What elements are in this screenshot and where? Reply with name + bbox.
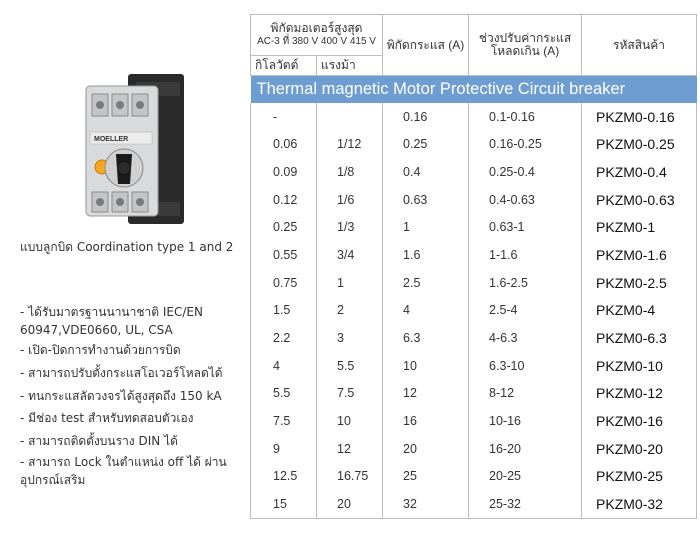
table-row: [251, 435, 697, 463]
hp-cell: 20: [317, 490, 383, 518]
range-cell: 1.6-2.5: [469, 269, 582, 297]
table-row: [251, 186, 697, 214]
category-banner-row: [251, 76, 697, 103]
product-description: แบบลูกบิด Coordination type 1 and 2: [20, 240, 234, 254]
current-cell: 4: [383, 296, 469, 324]
kw-cell: 0.06: [251, 130, 317, 158]
code-cell: PKZM0-4: [582, 296, 697, 324]
range-cell: 10-16: [469, 407, 582, 435]
feature-item: - สามารถติดตั้งบนราง DIN ได้: [20, 434, 178, 449]
code-cell: PKZM0-0.25: [582, 130, 697, 158]
kw-cell: 2.2: [251, 324, 317, 352]
code-cell: PKZM0-1: [582, 213, 697, 241]
current-cell: 1.6: [383, 241, 469, 269]
feature-item: - เปิด-ปิดการทำงานด้วยการบิด: [20, 343, 181, 357]
hp-cell: 7.5: [317, 379, 383, 407]
hp-cell: 12: [317, 435, 383, 463]
hp-cell: 1: [317, 269, 383, 297]
table-row: [251, 324, 697, 352]
code-cell: PKZM0-12: [582, 379, 697, 407]
range-cell: 0.1-0.16: [469, 103, 582, 131]
table-row: [251, 241, 697, 269]
kw-cell: 0.55: [251, 241, 317, 269]
kw-cell: 15: [251, 490, 317, 518]
range-cell: 6.3-10: [469, 352, 582, 380]
motor-rating-subtitle: AC-3 ที่ 380 V 400 V 415 V: [257, 36, 376, 47]
spec-rows: [251, 103, 697, 519]
kw-cell: 0.75: [251, 269, 317, 297]
category-banner: Thermal magnetic Motor Protective Circuit breaker: [251, 76, 697, 103]
feature-item: - มีช่อง test สำหรับทดสอบตัวเอง: [20, 411, 194, 426]
current-cell: 10: [383, 352, 469, 380]
hp-cell: 1/3: [317, 213, 383, 241]
current-cell: 2.5: [383, 269, 469, 297]
table-row: [251, 463, 697, 491]
current-cell: 32: [383, 490, 469, 518]
current-cell: 16: [383, 407, 469, 435]
table-row: [251, 296, 697, 324]
motor-rating-title: พิกัดมอเตอร์สูงสุด: [270, 21, 363, 35]
kw-cell: 0.09: [251, 158, 317, 186]
range-cell: 0.25-0.4: [469, 158, 582, 186]
feature-item: - สามารถ Lock ในตำแหน่ง off ได้ ผ่านอุปกรณ์เสริม: [20, 454, 227, 487]
current-cell: 1: [383, 213, 469, 241]
range-cell: 20-25: [469, 463, 582, 491]
kw-cell: 7.5: [251, 407, 317, 435]
product-image: [58, 72, 188, 230]
table-row: [251, 103, 697, 131]
feature-list: [20, 303, 245, 489]
feature-item: - ได้รับมาตรฐานนานาชาติ IEC/EN 60947,VDE0660, UL, CSA: [20, 305, 203, 337]
current-cell: 6.3: [383, 324, 469, 352]
table-row: [251, 158, 697, 186]
current-cell: 25: [383, 463, 469, 491]
range-cell: 1-1.6: [469, 241, 582, 269]
table-row: [251, 490, 697, 518]
range-cell: 2.5-4: [469, 296, 582, 324]
brand-label: MOELLER: [94, 136, 129, 143]
range-cell: 0.63-1: [469, 213, 582, 241]
kw-cell: 1.5: [251, 296, 317, 324]
hp-cell: 10: [317, 407, 383, 435]
hp-cell: 3: [317, 324, 383, 352]
range-cell: 8-12: [469, 379, 582, 407]
hp-cell: 1/8: [317, 158, 383, 186]
kw-header: กิโลวัตต์: [251, 56, 317, 76]
kw-cell: 4: [251, 352, 317, 380]
kw-cell: 12.5: [251, 463, 317, 491]
kw-cell: 5.5: [251, 379, 317, 407]
hp-cell: 1/6: [317, 186, 383, 214]
table-row: [251, 213, 697, 241]
code-cell: PKZM0-16: [582, 407, 697, 435]
code-cell: PKZM0-6.3: [582, 324, 697, 352]
kw-cell: 0.25: [251, 213, 317, 241]
current-cell: 0.63: [383, 186, 469, 214]
kw-cell: 9: [251, 435, 317, 463]
current-rating-header: พิกัดกระแส (A): [383, 15, 469, 76]
hp-cell: 3/4: [317, 241, 383, 269]
code-cell: PKZM0-20: [582, 435, 697, 463]
table-row: [251, 130, 697, 158]
motor-rating-header: [251, 15, 383, 56]
hp-cell: 2: [317, 296, 383, 324]
code-cell: PKZM0-0.4: [582, 158, 697, 186]
code-cell: PKZM0-32: [582, 490, 697, 518]
kw-cell: -: [251, 103, 317, 131]
current-cell: 0.16: [383, 103, 469, 131]
range-cell: 4-6.3: [469, 324, 582, 352]
code-cell: PKZM0-0.63: [582, 186, 697, 214]
table-row: [251, 379, 697, 407]
current-cell: 20: [383, 435, 469, 463]
range-cell: 0.4-0.63: [469, 186, 582, 214]
table-row: [251, 269, 697, 297]
hp-cell: [317, 103, 383, 131]
code-cell: PKZM0-10: [582, 352, 697, 380]
hp-cell: 16.75: [317, 463, 383, 491]
current-cell: 0.25: [383, 130, 469, 158]
range-cell: 25-32: [469, 490, 582, 518]
hp-header: แรงม้า: [317, 56, 383, 76]
kw-cell: 0.12: [251, 186, 317, 214]
code-cell: PKZM0-1.6: [582, 241, 697, 269]
code-cell: PKZM0-0.16: [582, 103, 697, 131]
range-cell: 0.16-0.25: [469, 130, 582, 158]
current-cell: 12: [383, 379, 469, 407]
feature-item: - สามารถปรับตั้งกระแสโอเวอร์โหลดได้: [20, 365, 223, 380]
motor-breaker-illustration: [58, 72, 188, 230]
spec-table: [250, 14, 697, 519]
table-row: [251, 352, 697, 380]
current-cell: 0.4: [383, 158, 469, 186]
hp-cell: 1/12: [317, 130, 383, 158]
product-code-header: รหัสสินค้า: [582, 15, 697, 76]
range-cell: 16-20: [469, 435, 582, 463]
code-cell: PKZM0-25: [582, 463, 697, 491]
overload-range-header: ช่วงปรับค่ากระแส โหลดเกิน (A): [469, 15, 582, 76]
table-row: [251, 407, 697, 435]
hp-cell: 5.5: [317, 352, 383, 380]
code-cell: PKZM0-2.5: [582, 269, 697, 297]
feature-item: - ทนกระแสลัดวงจรได้สูงสุดถึง 150 kA: [20, 388, 222, 403]
